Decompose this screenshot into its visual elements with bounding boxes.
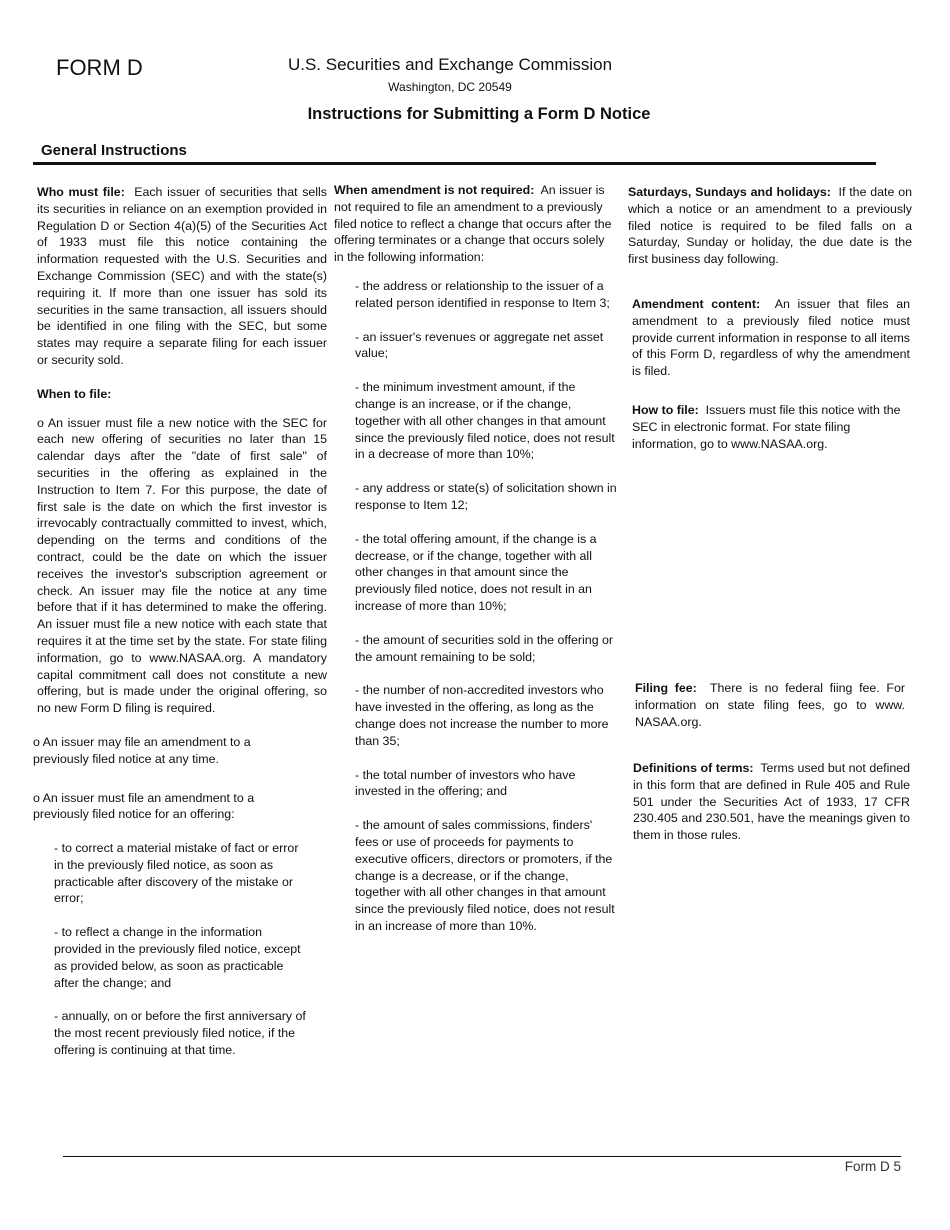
holidays-text: If the date on which a notice or an amendment to a previously filed notice is required to be filed falls on a Saturday, Sunday or holiday, the due date is the first business day following.: [628, 185, 912, 267]
column-middle: [334, 182, 616, 935]
exception-item: - the total offering amount, if the change is a decrease, or if the change, together with all other changes in that amount since the previously filed notice, does not result in an increase of more than 10%;: [355, 531, 597, 613]
footer-rule: [63, 1156, 901, 1157]
filing-fee-paragraph: [635, 680, 905, 730]
must-amend-paragraph: o An issuer must file an amendment to a previously filed notice for an offering:: [33, 790, 255, 822]
definitions-heading: Definitions of terms:: [633, 761, 754, 775]
exception-item: - an issuer's revenues or aggregate net asset value;: [355, 329, 604, 361]
who-must-file-paragraph: [37, 184, 327, 369]
section-heading: General Instructions: [41, 142, 187, 159]
definitions-text: Terms used but not defined in this form that are defined in Rule 405 and Rule 501 under the Securities Act of 1933, 17 CFR 230.405 and 230.501, have the meanings given to them in those rules.: [633, 761, 910, 843]
exception-item: - the total number of investors who have invested in the offering; and: [355, 767, 576, 799]
column-right: [628, 184, 912, 452]
who-must-file-text: Each issuer of securities that sells its securities in reliance on an exemption provided in Regulation D or Section 4(a)(5) of the Securities Act of 1933 must file this notice containing the information requested with the U.S. Securities and Exchange Commission (SEC) and with the state(s) requiring it. If more than one issuer has sold its securities in the same transaction, all issuers should be identified in one filing with the SEC, but some states may require a separate filing for each issuer or security sold.: [37, 185, 327, 367]
exception-item: - the amount of securities sold in the offering or the amount remaining to be sold;: [355, 632, 614, 664]
agency-name: U.S. Securities and Exchange Commission: [287, 55, 613, 74]
form-label: FORM D: [56, 55, 143, 80]
document-title: Instructions for Submitting a Form D Notice: [307, 105, 651, 123]
amendment-not-required-paragraph: [334, 182, 616, 266]
how-to-file-paragraph: [632, 402, 910, 452]
new-notice-paragraph: o An issuer must file a new notice with the SEC for each new offering of securities no later than 15 calendar days after the "date of first sale" of securities in the offering as explained in the Instruction to Item 7. For this purpose, the date of first sale is the date on which the first investor is irrevocably contractually committed to invest, which, depending on the terms and conditions of the contract, could be the date on which the issuer receives the investor's subscription agreement or check. An issuer may file the notice at any time before that if it has determined to make the offering. An issuer must file a new notice with each state that requires it at the time set by the state. For state filing information, go to www.NASAA.org. A mandatory capital commitment call does not constitute a new offering, but is made under the original offering, so no new Form D filing is required.: [37, 415, 327, 716]
how-to-file-heading: How to file:: [632, 402, 699, 417]
exception-item: - the address or relationship to the issuer of a related person identified in response to Item 3;: [355, 278, 610, 310]
amendment-content-paragraph: [632, 296, 910, 380]
definitions-paragraph: [633, 760, 910, 844]
must-amend-item: - to reflect a change in the information provided in the previously filed notice, except as provided below, as soon as practicable after the change; and: [54, 925, 301, 990]
when-to-file-heading: When to file:: [37, 386, 112, 401]
amendment-content-text: An issuer that files an amendment to a previously filed notice must provide current information in response to all items of this Form D, regardless of why the amendment is filed.: [632, 296, 910, 379]
amendment-content-heading: Amendment content:: [632, 296, 761, 311]
exception-item: - any address or state(s) of solicitation shown in response to Item 12;: [355, 481, 617, 512]
who-must-file-heading: Who must file:: [37, 185, 125, 199]
how-to-file-text: Issuers must file this notice with the SEC in electronic format. For state filing information, go to www.NASAA.org.: [632, 402, 901, 451]
exception-item: - the number of non-accredited investors who have invested in the offering, as long as the change does not increase the number to more than 35;: [355, 683, 609, 748]
amendment-not-required-intro: An issuer is not required to file an amendment to a previously filed notice to reflect a change that occurs after the offering terminates or a change that occurs solely in the following information:: [334, 183, 612, 265]
must-amend-item: - annually, on or before the first anniversary of the most recent previously filed notice, if the offering is continuing at that time.: [54, 1009, 306, 1058]
amend-any-time-paragraph: o An issuer may file an amendment to a previously filed notice at any time.: [33, 734, 251, 766]
must-amend-item: - to correct a material mistake of fact or error in the previously filed notice, as soon as practicable after discovery of the mistake or error;: [54, 841, 299, 906]
exception-item: - the amount of sales commissions, finders' fees or use of proceeds for payments to executive officers, directors or promoters, if the change is a decrease, or if the change, together with all other changes in that amount since the previously filed notice, does not result in an increase of more than 10%.: [355, 818, 615, 933]
amendment-not-required-heading: When amendment is not required:: [334, 183, 535, 197]
page-number: Form D 5: [844, 1159, 901, 1174]
agency-address: Washington, DC 20549: [388, 80, 512, 94]
column-left: [33, 184, 327, 1059]
holidays-paragraph: [628, 184, 912, 268]
heading-rule: [33, 162, 876, 165]
exception-item: - the minimum investment amount, if the change is an increase, or if the change, together with all other changes in that amount since the previously filed notice, does not result in a decrease of more than 10%;: [355, 380, 615, 462]
holidays-heading: Saturdays, Sundays and holidays:: [628, 185, 831, 199]
filing-fee-heading: Filing fee:: [635, 681, 697, 695]
filing-fee-text: There is no federal fiing fee. For information on state filing fees, go to www. NASAA.org.: [635, 681, 906, 729]
